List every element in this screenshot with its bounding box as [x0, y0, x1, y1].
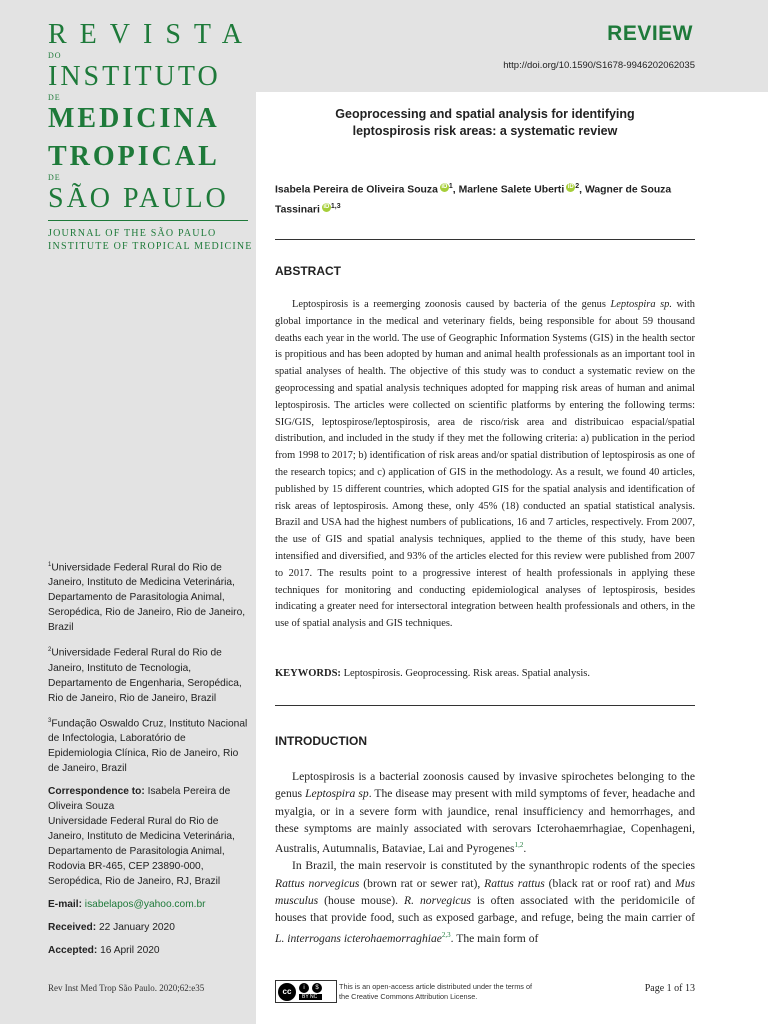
cc-badge-row — [299, 983, 322, 993]
text: (house mouse). — [318, 893, 405, 907]
email-link[interactable]: isabelapos@yahoo.com.br — [81, 899, 206, 911]
text: Mus musculus — [275, 876, 695, 907]
received — [48, 920, 248, 935]
text: is often associated with the peridomicile of houses that provide food, such as exposed garbage, and refuge, being the main carrier of — [275, 893, 695, 925]
journal-word-de: DE — [48, 93, 61, 102]
keywords — [275, 668, 695, 679]
correspondence — [48, 784, 248, 889]
correspondence-label: Correspondence to: — [48, 786, 145, 798]
affiliation-1 — [48, 558, 248, 635]
nc-icon: $ — [312, 983, 322, 993]
title-line2: leptospirosis risk areas: a systematic review — [352, 124, 618, 138]
citation-ref[interactable]: 2,3 — [441, 930, 451, 939]
affil-number: 3 — [48, 717, 52, 724]
author-name: Wagner de Souza Tassinari — [275, 184, 672, 216]
introduction-text — [275, 768, 695, 947]
affil-number: 1 — [48, 562, 52, 568]
accepted-label: Accepted: — [48, 945, 98, 957]
cc-logo-icon: cc — [278, 983, 296, 1001]
orcid-icon[interactable]: iD — [323, 204, 330, 211]
text: In Brazil, the main reservoir is constituted by the synanthropic rodents of the species — [292, 859, 695, 873]
keywords-label: KEYWORDS: — [275, 668, 341, 679]
abstract-text — [275, 297, 695, 633]
correspondence-address: Universidade Federal Rural do Rio de Janeiro, Instituto de Medicina Veterinária, Departamento de Parasitologia Animal, Rodovia BR-465, CEP 23890-000, Seropédica, Rio de Janeiro, RJ, Brazil — [48, 816, 235, 888]
author-affil-ref: 1 — [448, 183, 453, 190]
journal-word-tropical: TROPICAL — [48, 141, 220, 172]
affil-text: Universidade Federal Rural do Rio de Janeiro, Instituto de Tecnologia, Departamento de Engenharia, Seropédica, Rio de Janeiro, Rio de Janeiro, Brazil — [48, 647, 242, 704]
text: L. interrogans icterohaemorraghiae — [275, 931, 442, 945]
email-label: E-mail: — [48, 899, 82, 911]
article-title — [275, 106, 695, 140]
correspondence-name: Isabela Pereira de Oliveira Souza — [48, 786, 231, 813]
title-line1: Geoprocessing and spatial analysis for identifying — [335, 107, 635, 121]
introduction-heading: INTRODUCTION — [275, 734, 367, 748]
affil-text: Fundação Oswaldo Cruz, Instituto Nacional de Infectologia, Laboratório de Epidemiologia Clínica, Rio de Janeiro, Rio de Janeiro, Brazil — [48, 718, 248, 775]
license-text: This is an open-access article distributed under the terms of the Creative Commons Attribution License. — [339, 982, 533, 1001]
affiliation-2 — [48, 643, 248, 705]
doi-link[interactable]: http://doi.org/10.1590/S1678-9946202062035 — [503, 60, 695, 71]
intro-paragraph — [275, 857, 695, 946]
journal-logo — [48, 19, 255, 253]
received-label: Received: — [48, 922, 97, 934]
journal-subtitle-line1: JOURNAL OF THE SÃO PAULO — [48, 228, 217, 239]
text: Rattus rattus — [484, 876, 545, 890]
journal-word-sao-paulo: SÃO PAULO — [48, 183, 229, 214]
abstract-text-part: with global importance in the medical and veterinary fields, being responsible for about 59 thousand deaths each year in the world. The use of Geographic Information Systems (GIS) in the health sector is propitious and has been adopted by human and animal health professionals as an important tool in spatial analyses of health. The objective of this study was to conduct a systematic review on the geoprocessing and spatial analysis techniques adopted for mapping risk areas of human and animal leptospirosis. The articles were collected on scientific platforms by entering the following terms: SIG/GIS, leptospirose/leptospirosis, area de risco/risk area and distribuicao espacial/spatial distribution, and included in the study if they met the following criteria: a) publication in the period from 1998 to 2017; b) identification of risk areas and/or spatial distribution of leptospirosis as one of the research topics; and c) application of GIS in the methodology. As a result, we found 40 articles, published by 15 different countries, which adopted GIS for the spatial analysis and identification of risk areas of leptospirosis. Among these, only 45% (18) conducted an spatial statistical analysis. Brazil and USA had the highest numbers of publications, 16 and 7 articles, respectively. From 2007, the use of GIS and spatial analysis techniques, applied to the theme of this study, have been intensified and diversified, and 93% of the articles elected for this review were published from 2007 to 2017. The results point to a progressive interest of health professionals in applying these techniques for monitoring and conducting epidemiological analyses of leptospirosis, besides indicating a greater need for intersectoral integration between health professionals and others, in the use of spatial analysis and GIS techniques. — [275, 299, 696, 630]
divider — [275, 239, 695, 240]
affil-number: 2 — [48, 647, 52, 654]
text: R. norvegicus — [404, 893, 471, 907]
journal-word-do: DO — [48, 51, 62, 60]
page-number: Page 1 of 13 — [644, 983, 695, 994]
text: (brown rat or sewer rat), — [359, 876, 485, 890]
orcid-icon[interactable]: iD — [441, 184, 448, 190]
cc-badge-text: BY NC — [299, 994, 322, 1000]
abstract-text-part: Leptospirosis is a reemerging zoonosis caused by bacteria of the genus — [292, 299, 611, 310]
journal-subtitle — [48, 220, 253, 253]
by-icon: i — [299, 983, 309, 993]
author-name: Isabela Pereira de Oliveira Souza — [275, 184, 438, 196]
author-separator: , — [452, 184, 459, 196]
citation-ref[interactable]: 1,2 — [514, 841, 524, 850]
abstract-genus: Leptospira sp. — [610, 299, 672, 310]
keywords-text: Leptospirosis. Geoprocessing. Risk areas. Spatial analysis. — [340, 668, 590, 679]
text: (black rat or roof rat) and — [544, 876, 676, 890]
accepted-date: 16 April 2020 — [97, 945, 160, 957]
journal-word-instituto: INSTITUTO — [48, 61, 221, 92]
journal-word-revista: REVISTA — [48, 19, 255, 50]
intro-paragraph — [275, 768, 695, 857]
header-band — [256, 0, 768, 92]
accepted — [48, 943, 248, 958]
abstract-heading: ABSTRACT — [275, 264, 341, 278]
divider — [275, 705, 695, 706]
affiliations — [48, 558, 248, 966]
orcid-icon[interactable]: iD — [567, 184, 574, 190]
citation-footer: Rev Inst Med Trop São Paulo. 2020;62:e35 — [48, 983, 205, 993]
author-list — [275, 178, 695, 219]
journal-word-de-2: DE — [48, 173, 61, 182]
cc-license-icon[interactable] — [275, 980, 337, 1003]
cc-badges — [299, 983, 322, 1000]
affiliation-3 — [48, 714, 248, 776]
author-separator: , — [579, 184, 585, 196]
section-label: REVIEW — [607, 22, 693, 45]
author-affil-ref: 1,3 — [330, 203, 341, 211]
affil-text: Universidade Federal Rural do Rio de Janeiro, Instituto de Medicina Veterinária, Departamento de Parasitologia Animal, Seropédica, Rio de Janeiro, Rio de Janeiro, Brazil — [48, 562, 246, 634]
text: Leptospira sp — [305, 787, 369, 801]
text: . — [523, 842, 527, 856]
email — [48, 897, 248, 912]
text: . The main form of — [450, 931, 539, 945]
journal-word-medicina: MEDICINA — [48, 103, 220, 134]
journal-subtitle-line2: INSTITUTE OF TROPICAL MEDICINE — [48, 241, 253, 252]
received-date: 22 January 2020 — [96, 922, 175, 934]
author-affil-ref: 2 — [575, 183, 580, 190]
text: Leptospirosis is a bacterial zoonosis caused by invasive spirochetes belonging to the genus — [275, 770, 695, 801]
text: Rattus norvegicus — [275, 876, 360, 890]
text: . The disease may present with mild symptoms of fever, headache and myalgia, or in a severe form with jaundice, renal insufficiency and hemorrhages, and these symptoms are mainly associated with serovars Icterohaemrhagiae, Copenhageni, Australis, Autumnalis, Bataviae, Lai and Pyrogenes — [275, 787, 695, 856]
author-name: Marlene Salete Uberti — [458, 184, 565, 196]
